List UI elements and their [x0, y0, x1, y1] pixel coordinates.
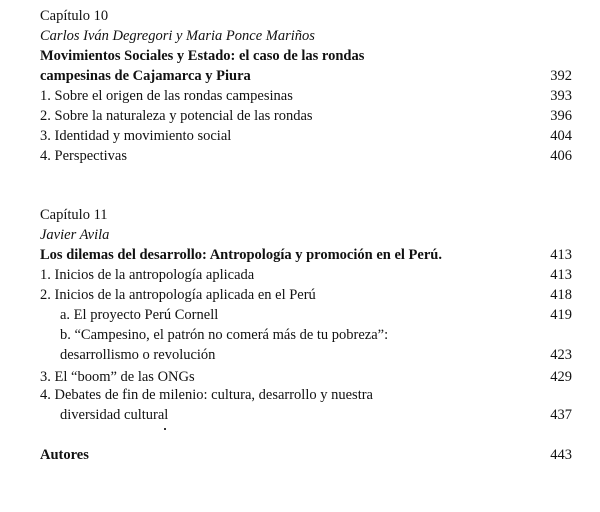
authors-entry: Autores 443 [40, 447, 572, 463]
toc-entry-continuation: diversidad cultural 437 [60, 407, 572, 423]
chapter-10-title-line1: Movimientos Sociales y Estado: el caso de las rondas [40, 48, 365, 64]
toc-entry: 4. Perspectivas 406 [40, 148, 572, 164]
page-number: 406 [550, 148, 572, 164]
page-number: 392 [550, 68, 572, 84]
toc-entry: 1. Inicios de la antropología aplicada 413 [40, 267, 572, 283]
chapter-11-title: Los dilemas del desarrollo: Antropología y promoción en el Perú. 413 [40, 247, 572, 263]
toc-entry: 1. Sobre el origen de las rondas campesinas 393 [40, 88, 572, 104]
page-number: 429 [550, 369, 572, 385]
toc-entry: 2. Inicios de la antropología aplicada en el Perú 418 [40, 287, 572, 303]
page-number: 413 [550, 247, 572, 263]
chapter-11-authors: Javier Avila [40, 227, 110, 243]
toc-entry: 2. Sobre la naturaleza y potencial de las rondas 396 [40, 108, 572, 124]
page-number: 393 [550, 88, 572, 104]
page-number: 443 [550, 447, 572, 463]
page-number: 418 [550, 287, 572, 303]
toc-subentry-continuation: desarrollismo o revolución 423 [60, 347, 572, 363]
page-number: 437 [550, 407, 572, 423]
page-number: 419 [550, 307, 572, 323]
toc-entry: 4. Debates de fin de milenio: cultura, desarrollo y nuestra [40, 387, 373, 403]
toc-entry: 3. Identidad y movimiento social 404 [40, 128, 572, 144]
chapter-10-heading: Capítulo 10 [40, 8, 109, 24]
toc-subentry: a. El proyecto Perú Cornell 419 [60, 307, 572, 323]
toc-subentry: b. “Campesino, el patrón no comerá más de tu pobreza”: [60, 327, 389, 343]
chapter-11-heading: Capítulo 11 [40, 207, 108, 223]
chapter-10-title-line2: campesinas de Cajamarca y Piura 392 [40, 68, 572, 84]
ink-speck [164, 428, 166, 430]
page-number: 396 [550, 108, 572, 124]
page-number: 404 [550, 128, 572, 144]
chapter-10-authors: Carlos Iván Degregori y Maria Ponce Mariños [40, 28, 315, 44]
page-number: 413 [550, 267, 572, 283]
page-number: 423 [550, 347, 572, 363]
toc-entry: 3. El “boom” de las ONGs 429 [40, 369, 572, 385]
